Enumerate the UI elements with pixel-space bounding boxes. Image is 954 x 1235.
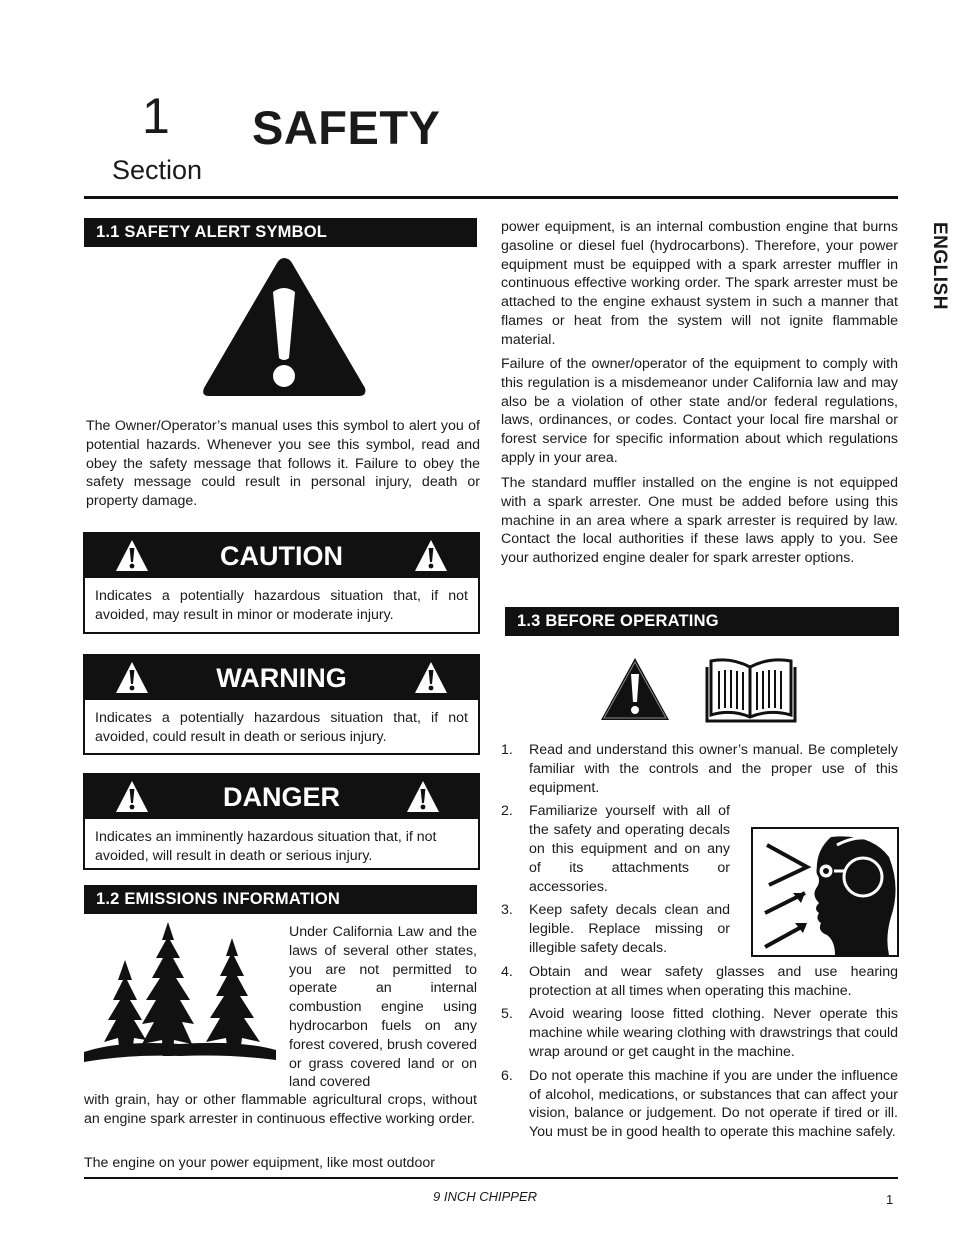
- evergreen-forest-icon: [80, 920, 280, 1070]
- danger-word: DANGER: [222, 782, 340, 812]
- head-with-glasses-and-ear-protection-icon: [751, 827, 899, 957]
- alert-triangle-icon: [413, 538, 449, 574]
- step-item: 3. Keep safety decals clean and legible. Replace missing or illegible safety decals.: [501, 902, 730, 956]
- section-title: SAFETY: [252, 101, 441, 154]
- step-item: 5. Avoid wearing loose fitted clothing. Never operate this machine while wearing clothing with drawstrings that could wrap around or get caught in the machine.: [501, 1006, 898, 1060]
- caution-word: CAUTION: [220, 541, 343, 571]
- danger-text: Indicates an imminently hazardous situation that, if not avoided, will result in death or serious injury.: [95, 829, 437, 864]
- emissions-paragraph-2-continued: power equipment, is an internal combustion engine that burns gasoline or diesel fuel (hydrocarbons). Therefore, your power equipment must be equipped with a spark arrester muffler in continuous effective working order. The spark arrester must be attached to the engine exhaust system in such a manner that flames or heat from the system will not ignite flammable material.: [501, 219, 898, 348]
- emissions-paragraph-3: Failure of the owner/operator of the equipment to comply with this regulation is a misdemeanor under California law and may also be a violation of other state and/or federal regulations, laws, ordinances, or codes. Contact your local fire marshal or forest service for specific information about which regulations apply in your area.: [501, 356, 898, 466]
- footer-rule: [84, 1177, 898, 1179]
- step-item: 2. Familiarize yourself with all of the safety and operating decals on this equipment and on any of its attachments or accessories.: [501, 802, 898, 896]
- section-label: Section: [112, 155, 203, 185]
- page-number: 1: [886, 1192, 894, 1207]
- warning-text: Indicates a potentially hazardous situation that, if not avoided, could result in death or serious injury.: [95, 710, 468, 745]
- danger-box: [83, 773, 480, 870]
- caution-box: [83, 532, 480, 634]
- section-1-3-header: 1.3 BEFORE OPERATING: [505, 607, 899, 636]
- safety-alert-triangle-icon: [199, 254, 369, 398]
- emissions-paragraph-4: The standard muffler installed on the engine is not equipped with a spark arrester. One must be added before using this machine in an area where a spark arrester is required by law. Contact the local authorities if these laws apply to you. See your authorized engine dealer for spark arrester options.: [501, 475, 898, 567]
- alert-triangle-icon: [405, 779, 441, 815]
- warning-bar: [85, 656, 478, 700]
- danger-bar: [85, 775, 478, 819]
- language-tab: ENGLISH: [929, 222, 950, 310]
- caution-text: Indicates a potentially hazardous situation that, if not avoided, may result in minor or moderate injury.: [95, 588, 468, 623]
- emissions-paragraph-1: with grain, hay or other flammable agricultural crops, without an engine spark arrester in continuous effective working order.: [84, 1092, 477, 1127]
- warning-word: WARNING: [216, 663, 347, 693]
- header-rule: [84, 196, 898, 199]
- section-1-2-header: 1.2 EMISSIONS INFORMATION: [84, 885, 477, 914]
- open-manual-book-icon: [705, 657, 797, 723]
- emissions-paragraph-1-wrapped: Under California Law and the laws of several other states, you are not permitted to operate an internal combustion engine using hydrocarbon fuels on any forest covered, brush covered or grass covered land or on land covered: [289, 924, 477, 1091]
- step-item: 6. Do not operate this machine if you are under the influence of alcohol, medications, or substances that can affect your vision, balance or judgement. Do not operate if tired or ill. You must be in good health to operate this machine safely.: [501, 1067, 898, 1141]
- alert-triangle-icon: [413, 660, 449, 696]
- safety-alert-triangle-icon: [599, 656, 671, 724]
- section-number: 1: [142, 88, 170, 144]
- emissions-paragraph-2-start: The engine on your power equipment, like most outdoor: [84, 1155, 435, 1171]
- section-1-1-header: 1.1 SAFETY ALERT SYMBOL: [84, 218, 477, 247]
- caution-bar: [85, 534, 478, 578]
- alert-symbol-description: The Owner/Operator’s manual uses this symbol to alert you of potential hazards. Whenever you see this symbol, read and obey the safety message that follows it. Failure to obey the safety message could result in personal injury, death or property damage.: [86, 418, 480, 510]
- step-item: 1. Read and understand this owner’s manual. Be completely familiar with the controls and the proper use of this equipment.: [501, 742, 898, 796]
- warning-box: [83, 654, 480, 755]
- footer-title: 9 INCH CHIPPER: [432, 1189, 538, 1204]
- step-2-text: Familiarize yourself with all of the safety and operating decals on this equipment and on any of its attachments or accessories.: [529, 803, 730, 895]
- step-item: 4. Obtain and wear safety glasses and use hearing protection at all times when operating this machine.: [501, 963, 898, 999]
